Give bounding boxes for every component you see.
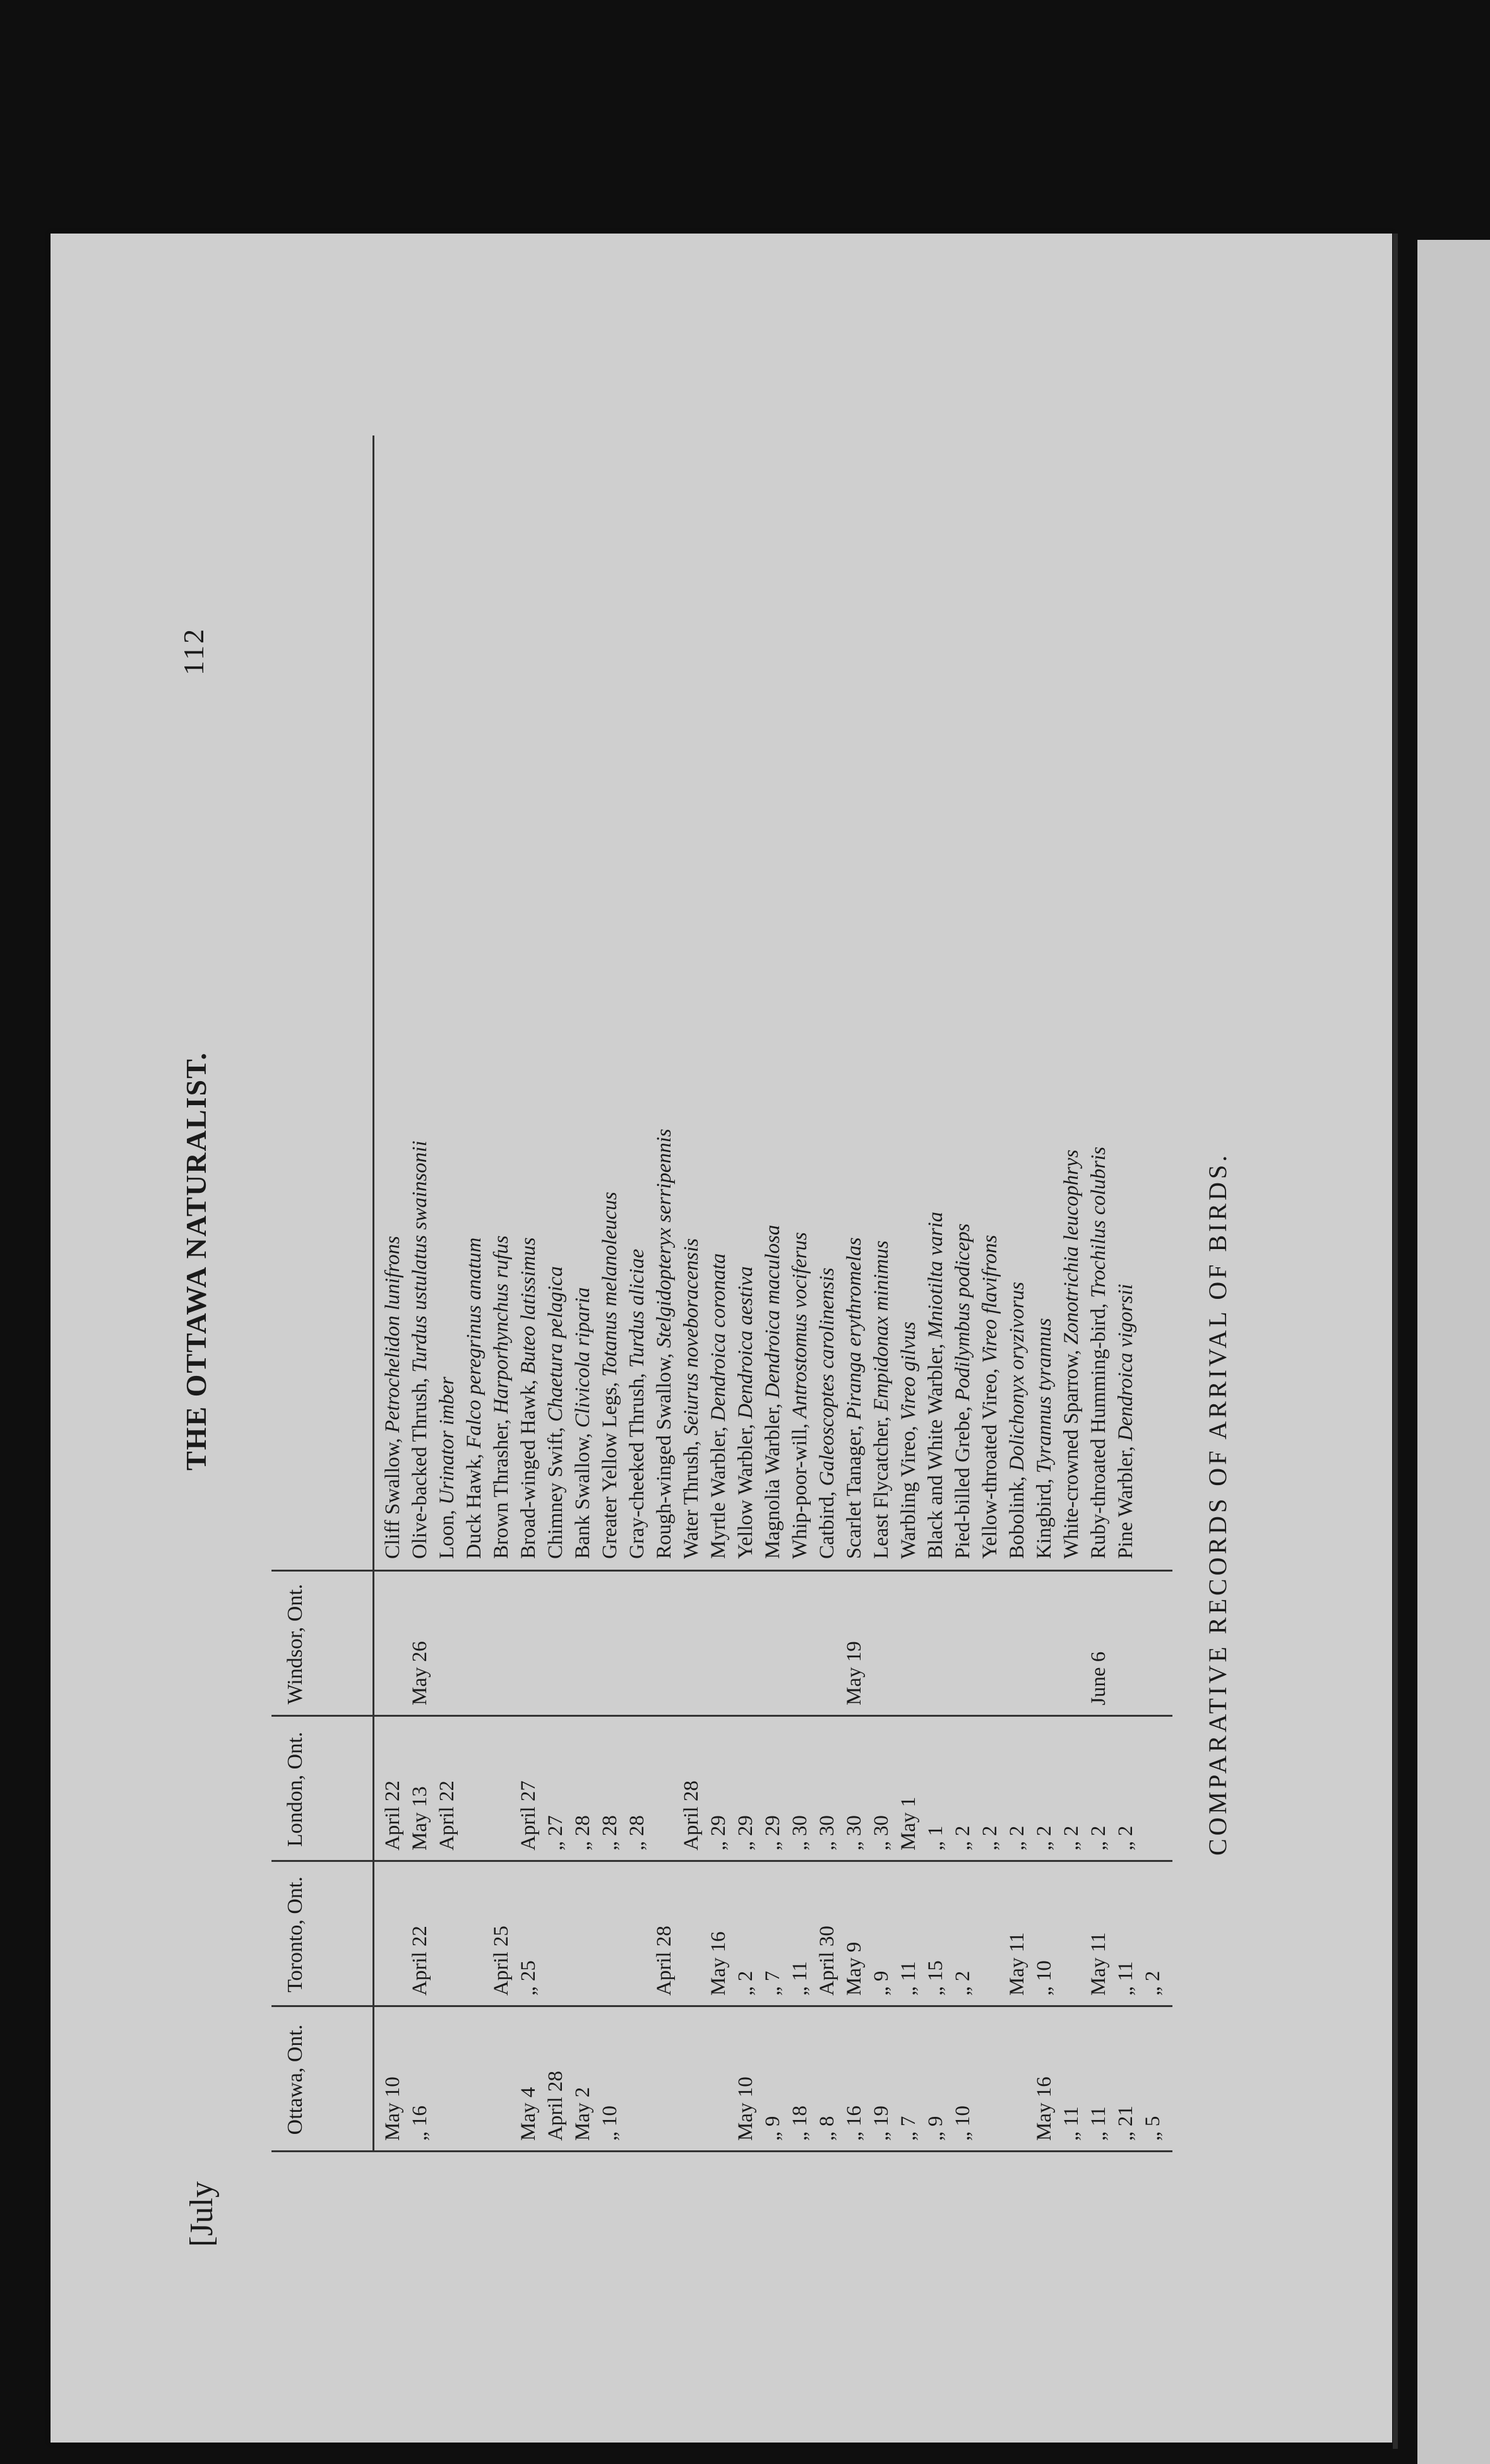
latin-name: Buteo latissimus: [517, 1237, 540, 1375]
common-name: Ruby-throated Humming-bird,: [1087, 1303, 1110, 1559]
cell-toronto: May 11: [1087, 1932, 1110, 1996]
table-row: [653, 429, 679, 2247]
common-name: Kingbird,: [1033, 1478, 1056, 1559]
table-row: [1114, 429, 1141, 2247]
species-name: [1114, 1284, 1138, 1559]
cell-london: April 27: [517, 1780, 540, 1851]
cell-toronto: „ 15: [924, 1960, 947, 1996]
table-row: [517, 429, 544, 2247]
common-name: Catbird,: [816, 1491, 838, 1559]
latin-name: Vireo flavifrons: [979, 1235, 1001, 1363]
table-row: [1087, 429, 1114, 2247]
table-row: [870, 429, 897, 2247]
journal-title: THE OTTAWA NATURALIST.: [180, 1051, 212, 1471]
common-name: Brown Thrasher,: [490, 1419, 513, 1559]
table-row: [381, 429, 408, 2247]
table-row: [463, 429, 489, 2247]
latin-name: Dolichonyx oryzivorus: [1006, 1281, 1028, 1471]
latin-name: Trochilus colubris: [1087, 1146, 1110, 1298]
cell-ottawa: May 4: [517, 2087, 540, 2141]
cell-ottawa: „ 10: [951, 2106, 974, 2141]
table-row: [816, 429, 842, 2247]
cell-toronto: April 28: [653, 1926, 676, 1996]
page-gutter: [1393, 234, 1398, 2449]
cell-toronto: „ 11: [897, 1961, 920, 1996]
cell-ottawa: „ 11: [1087, 2106, 1110, 2141]
table-row: [599, 429, 625, 2247]
species-name: [924, 1212, 948, 1559]
common-name: Bank Swallow,: [571, 1433, 594, 1559]
species-name: [1087, 1147, 1111, 1559]
latin-name: Mniotilta varia: [924, 1211, 947, 1339]
arrival-table: [177, 429, 1164, 2247]
col-header-toronto: Toronto, Ont.: [283, 1876, 307, 1993]
table-row: [761, 429, 788, 2247]
cell-london: „ 30: [843, 1815, 866, 1851]
species-name: [490, 1235, 513, 1559]
latin-name: Zonotrichia leucophrys: [1060, 1149, 1083, 1345]
common-name: Broad-winged Hawk,: [517, 1379, 540, 1559]
common-name: Cliff Swallow,: [381, 1438, 404, 1559]
cell-ottawa: „ 8: [816, 2116, 838, 2141]
cell-london: „ 1: [924, 1825, 947, 1851]
latin-name: Dendroica vigorsii: [1114, 1284, 1137, 1442]
cell-london: April 28: [680, 1780, 703, 1851]
table-row: [1033, 429, 1059, 2247]
latin-name: Harporhynchus rufus: [490, 1235, 513, 1414]
page-number: 112: [177, 627, 210, 675]
species-name: [897, 1322, 921, 1559]
cell-toronto: April 25: [490, 1926, 513, 1996]
species-name: [1006, 1282, 1029, 1559]
common-name: Bobolink,: [1006, 1476, 1028, 1559]
cell-ottawa: „ 16: [408, 2106, 431, 2141]
cell-london: „ 30: [870, 1815, 893, 1851]
species-name: [381, 1236, 405, 1559]
table-row: [843, 429, 869, 2247]
cell-ottawa: „ 11: [1060, 2106, 1083, 2141]
species-name: [843, 1237, 866, 1559]
rotated-page-content: [177, 429, 1263, 2247]
table-row: [626, 429, 652, 2247]
species-name: [1033, 1318, 1056, 1559]
common-name: Gray-cheeked Thrush,: [626, 1373, 648, 1559]
cell-london: „ 2: [1114, 1825, 1137, 1851]
common-name: Chimney Swift,: [544, 1426, 567, 1559]
common-name: Pied-billed Grebe,: [951, 1406, 974, 1559]
latin-name: Totanus melanoleucus: [599, 1192, 621, 1377]
cell-london: „ 28: [599, 1815, 621, 1851]
cell-ottawa: May 16: [1033, 2076, 1056, 2141]
latin-name: Dendroica maculosa: [761, 1224, 784, 1399]
common-name: Black and White Warbler,: [924, 1343, 947, 1559]
latin-name: Seiurus noveboracensis: [680, 1238, 703, 1436]
cell-toronto: „ 9: [870, 1970, 893, 1996]
cell-toronto: „ 11: [1114, 1961, 1137, 1996]
species-name: [571, 1287, 595, 1559]
latin-name: Stelgidopteryx serripennis: [653, 1128, 676, 1348]
common-name: White-crowned Sparrow,: [1060, 1349, 1083, 1559]
cell-toronto: „ 11: [789, 1961, 811, 1996]
table-row: [1006, 429, 1032, 2247]
cell-london: „ 28: [571, 1815, 594, 1851]
cell-toronto: „ 2: [1141, 1970, 1164, 1996]
cell-ottawa: „ 19: [870, 2106, 893, 2141]
cell-windsor: May 19: [843, 1641, 866, 1705]
common-name: Myrtle Warbler,: [707, 1426, 730, 1559]
cell-toronto: „ 25: [517, 1960, 540, 1996]
species-name: [761, 1225, 785, 1559]
common-name: Warbling Vireo,: [897, 1425, 920, 1559]
common-name: Whip-poor-will,: [789, 1423, 811, 1559]
cell-ottawa: May 10: [734, 2076, 757, 2141]
cell-toronto: May 11: [1006, 1932, 1028, 1996]
cell-london: „ 2: [1033, 1825, 1056, 1851]
cell-windsor: May 26: [408, 1641, 431, 1705]
cell-toronto: „ 2: [951, 1970, 974, 1996]
latin-name: Falco peregrinus anatum: [463, 1237, 486, 1448]
cell-toronto: May 16: [707, 1931, 730, 1996]
table-row: [1141, 429, 1168, 2247]
col-header-london: London, Ont.: [283, 1731, 307, 1847]
cell-toronto: April 30: [816, 1926, 838, 1996]
table-row: [979, 429, 1005, 2247]
species-name: [653, 1128, 676, 1559]
cell-toronto: April 22: [408, 1926, 431, 1996]
common-name: Water Thrush,: [680, 1440, 703, 1559]
header-rule: [372, 435, 374, 2152]
common-name: Rough-winged Swallow,: [653, 1353, 676, 1559]
latin-name: Tyrannus tyrannus: [1033, 1318, 1056, 1474]
table-row: [571, 429, 598, 2247]
latin-name: Dendroica coronata: [707, 1253, 730, 1421]
cell-london: April 22: [381, 1780, 404, 1851]
cell-london: „ 30: [816, 1815, 838, 1851]
col-header-ottawa: Ottawa, Ont.: [283, 2024, 307, 2135]
table-row: [897, 429, 924, 2247]
cell-toronto: „ 10: [1033, 1960, 1056, 1996]
common-name: Greater Yellow Legs,: [599, 1382, 621, 1559]
cell-london: „ 2: [1060, 1825, 1083, 1851]
latin-name: Podilymbus podiceps: [951, 1223, 974, 1401]
month-label: [July: [184, 2181, 220, 2247]
latin-name: Antrostomus vociferus: [789, 1232, 811, 1419]
table-row: [1060, 429, 1087, 2247]
latin-name: Petrochelidon lunifrons: [381, 1236, 404, 1433]
table-row: [544, 429, 571, 2247]
common-name: Least Flycatcher,: [870, 1416, 893, 1559]
cell-london: May 13: [408, 1786, 431, 1851]
cell-london: „ 27: [544, 1815, 567, 1851]
latin-name: Galeoscoptes carolinensis: [816, 1267, 838, 1486]
table-row: [734, 429, 761, 2247]
cell-windsor: June 6: [1087, 1651, 1110, 1705]
cell-london: May 1: [897, 1796, 920, 1851]
cell-london: „ 2: [1087, 1825, 1110, 1851]
latin-name: Dendroica aestiva: [734, 1266, 757, 1419]
cell-london: „ 29: [707, 1815, 730, 1851]
cell-ottawa: May 2: [571, 2087, 594, 2141]
table-row: [789, 429, 815, 2247]
common-name: Yellow Warbler,: [734, 1424, 757, 1559]
common-name: Olive-backed Thrush,: [408, 1377, 431, 1559]
cell-london: April 22: [436, 1780, 458, 1851]
cell-london: „ 29: [761, 1815, 784, 1851]
latin-name: Clivicola riparia: [571, 1287, 594, 1428]
table-title: COMPARATIVE RECORDS OF ARRIVAL OF BIRDS.: [1203, 1152, 1232, 1856]
table-row: [924, 429, 951, 2247]
table-row: [707, 429, 734, 2247]
species-name: [463, 1238, 486, 1559]
cell-toronto: May 9: [843, 1941, 866, 1996]
common-name: Magnolia Warbler,: [761, 1403, 784, 1559]
cell-london: „ 28: [626, 1815, 648, 1851]
species-name: [707, 1253, 730, 1559]
species-name: [544, 1266, 568, 1559]
cell-ottawa: „ 5: [1141, 2116, 1164, 2141]
species-name: [436, 1377, 459, 1559]
latin-name: Chaetura pelagica: [544, 1266, 567, 1422]
cell-ottawa: „ 16: [843, 2106, 866, 2141]
adjacent-page-edge: [1417, 240, 1490, 2464]
col-header-windsor: Windsor, Ont.: [283, 1584, 307, 1705]
cell-ottawa: „ 10: [599, 2106, 621, 2141]
table-row: [436, 429, 462, 2247]
cell-ottawa: April 28: [544, 2071, 567, 2141]
table-row: [680, 429, 706, 2247]
cell-london: „ 29: [734, 1815, 757, 1851]
common-name: Loon,: [436, 1510, 458, 1559]
species-name: [517, 1237, 540, 1559]
common-name: Duck Hawk,: [463, 1454, 486, 1559]
species-name: [789, 1232, 812, 1559]
cell-london: „ 2: [951, 1825, 974, 1851]
common-name: Yellow-throated Vireo,: [979, 1368, 1001, 1559]
table-row: [408, 429, 435, 2247]
species-name: [599, 1192, 622, 1559]
cell-london: „ 2: [1006, 1825, 1028, 1851]
cell-ottawa: „ 18: [789, 2106, 811, 2141]
cell-ottawa: May 10: [381, 2076, 404, 2141]
species-name: [951, 1223, 975, 1559]
common-name: Pine Warbler,: [1114, 1446, 1137, 1559]
cell-ottawa: „ 9: [761, 2116, 784, 2141]
cell-ottawa: „ 9: [924, 2116, 947, 2141]
cell-london: „ 30: [789, 1815, 811, 1851]
latin-name: Vireo gilvus: [897, 1321, 920, 1421]
table-row: [490, 429, 516, 2247]
latin-name: Turdus aliciae: [626, 1248, 648, 1368]
table-row: [951, 429, 978, 2247]
species-name: [816, 1267, 839, 1559]
latin-name: Turdus ustulatus swainsonii: [408, 1140, 431, 1373]
species-name: [734, 1266, 758, 1559]
common-name: Scarlet Tanager,: [843, 1425, 866, 1559]
cell-ottawa: „ 21: [1114, 2106, 1137, 2141]
latin-name: Urinator imber: [436, 1377, 458, 1505]
cell-london: „ 2: [979, 1825, 1001, 1851]
cell-toronto: „ 2: [734, 1970, 757, 1996]
species-name: [408, 1140, 432, 1559]
cell-toronto: „ 7: [761, 1970, 784, 1996]
latin-name: Piranga erythromelas: [843, 1237, 866, 1420]
latin-name: Empidonax minimus: [870, 1240, 893, 1411]
cell-ottawa: „ 7: [897, 2116, 920, 2141]
species-name: [979, 1235, 1002, 1559]
species-name: [680, 1238, 703, 1559]
species-name: [626, 1249, 649, 1559]
species-name: [870, 1240, 893, 1559]
species-name: [1060, 1149, 1083, 1559]
